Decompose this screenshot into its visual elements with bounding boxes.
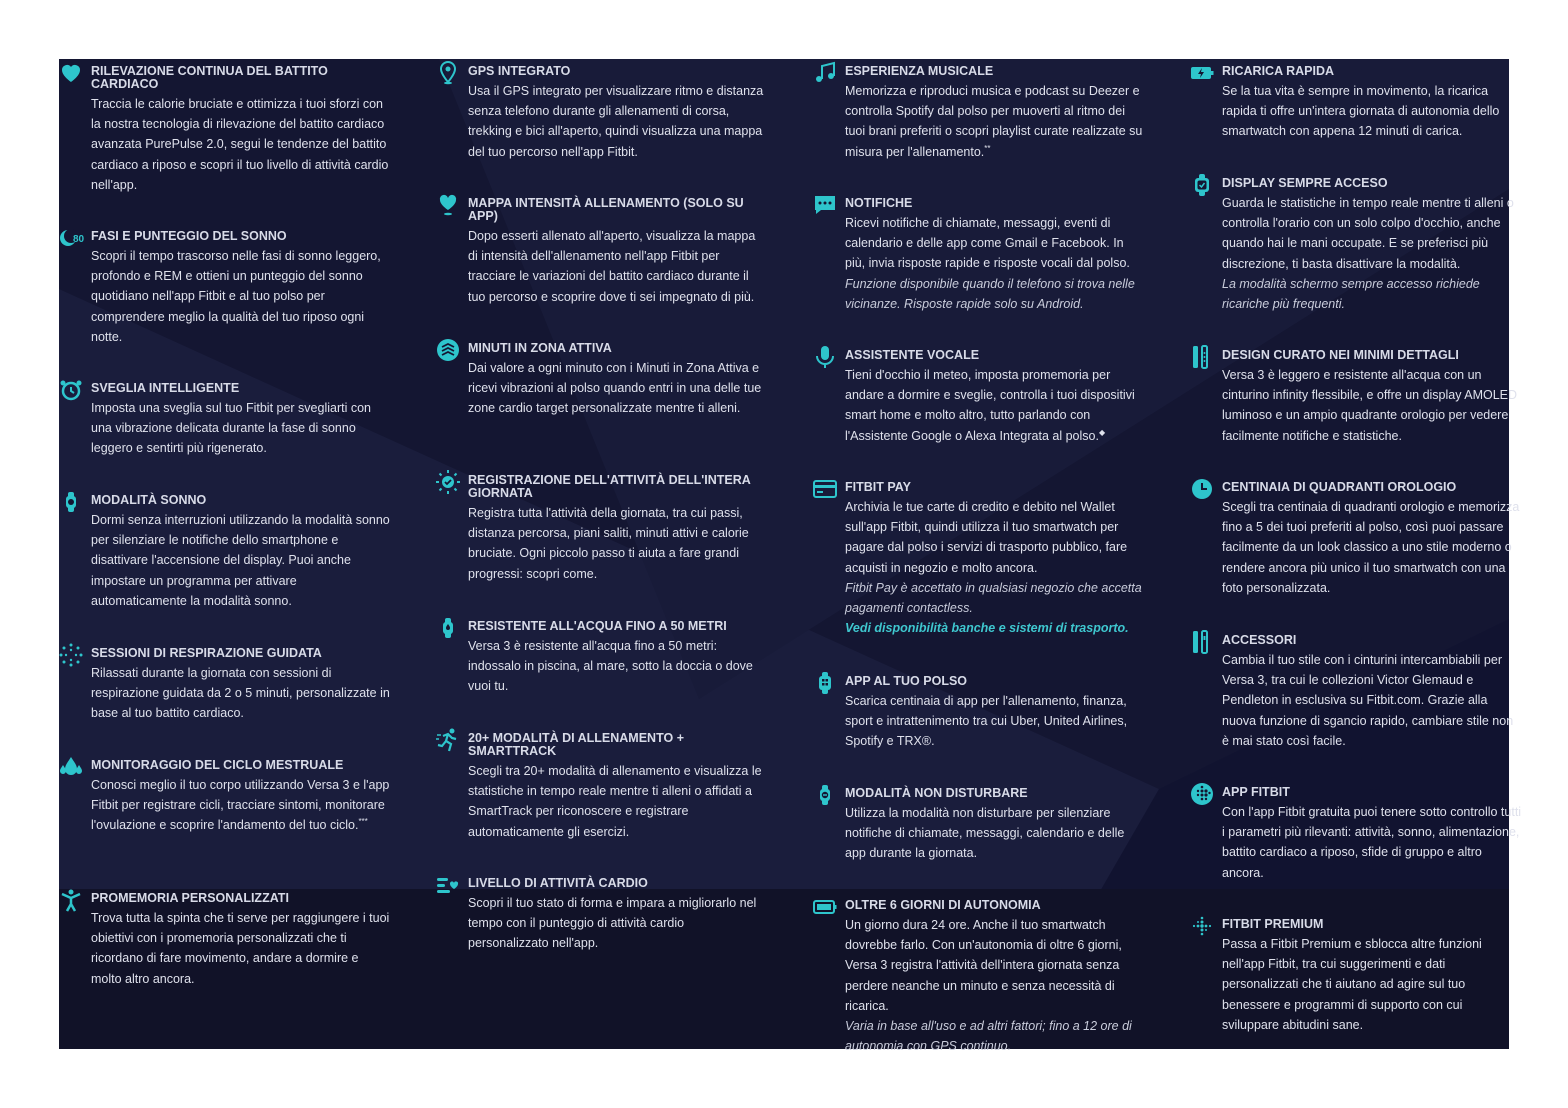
feature-title: RILEVAZIONE CONTINUA DEL BATTITO CARDIACO <box>91 64 328 91</box>
feature-body: Utilizza la modalità non disturbare per silenziare notifiche di chiamate, messaggi, calendario e delle app durante la giornata. <box>845 806 1125 861</box>
heart-icon <box>59 61 83 85</box>
feature-body: Scopri il tuo stato di forma e impara a migliorarlo nel tempo con il punteggio di attività cardio personalizzato nell'app. <box>468 896 757 951</box>
fitbit-app-icon <box>1190 782 1214 806</box>
location-pin-icon <box>436 61 460 85</box>
feature-title: MONITORAGGIO DEL CICLO MESTRUALE <box>91 758 344 772</box>
feature-body: Con l'app Fitbit gratuita puoi tenere sotto controllo tutti i parametri più rilevanti: attività, sonno, alimentazione, battito cardiaco a riposo, sfide di gruppo e altro ancora. <box>1222 805 1522 880</box>
watch-moon-icon <box>59 490 83 514</box>
feature-title: ESPERIENZA MUSICALE <box>845 64 994 78</box>
cardio-level-icon <box>436 873 460 897</box>
feature-title: ASSISTENTE VOCALE <box>845 348 980 362</box>
feature-body: Scegli tra centinaia di quadranti orologio e memorizza fino a 5 dei tuoi preferiti al polso, così puoi passare facilmente da un look classico a uno stile moderno o rendere ancora più unico il tuo smartwatch con una foto personalizzata. <box>1222 500 1520 595</box>
feature-body: Scopri il tempo trascorso nelle fasi di sonno leggero, profondo e REM e ottieni un punteggio del sonno quotidiano nell'app Fitbit e al tuo polso per comprendere meglio la qualità del tuo riposo ogni notte. <box>91 249 381 344</box>
sleep-score-icon <box>59 226 83 250</box>
credit-card-icon <box>813 477 837 501</box>
music-note-icon <box>813 61 837 85</box>
feature-body: Dopo esserti allenato all'aperto, visualizza la mappa di intensità dell'allenamento nell'app Fitbit per tracciare le variazioni del battito cardiaco durante il tuo percorso e scoprire dove ti sei impegnato di più. <box>468 229 756 304</box>
breathing-dots-icon <box>59 643 83 667</box>
sun-check-icon <box>436 470 460 494</box>
feature-title: APP AL TUO POLSO <box>845 674 968 688</box>
feature-body: Dormi senza interruzioni utilizzando la modalità sonno per silenziare le notifiche dello smartphone e disattivare l'accensione del display. Puoi anche impostare un programma per attivare automaticamente la modalità sonno. <box>91 513 390 608</box>
feature-title: DISPLAY SEMPRE ACCESO <box>1222 176 1388 190</box>
features-panel <box>59 59 1522 1054</box>
feature-body: Guarda le statistiche in tempo reale mentre ti alleni o controlla l'orario con un solo colpo d'occhio, anche quando hai le mani occupate. E se preferisci più discrezione, ti basta disattivare la modalità. La modalità schermo sempre accesso richiede ricariche più frequenti. <box>1222 196 1514 312</box>
feature-title: REGISTRAZIONE DELL'ATTIVITÀ DELL'INTERA GIORNATA <box>468 473 751 500</box>
feature-title: RICARICA RAPIDA <box>1222 64 1335 78</box>
zone-waves-icon <box>436 338 460 362</box>
feature-title: 20+ MODALITÀ DI ALLENAMENTO + SMARTTRACK <box>468 731 684 758</box>
heart-pin-icon <box>436 193 460 217</box>
alarm-clock-icon <box>59 378 83 402</box>
feature-body: Dai valore a ogni minuto con i Minuti in Zona Attiva e ricevi vibrazioni al polso quando entri in una delle tue zone cardio target personalizzate mentre ti alleni. <box>468 361 762 416</box>
chat-bubble-icon <box>813 193 837 217</box>
feature-title: FASI E PUNTEGGIO DEL SONNO <box>91 229 287 243</box>
feature-title: CENTINAIA DI QUADRANTI OROLOGIO <box>1222 480 1457 494</box>
feature-body: Memorizza e riproduci musica e podcast su Deezer e controlla Spotify dal polso per muoverti al ritmo dei tuoi brani preferiti o scopri playlist curate realizzate su misura per l'allenamento.** <box>845 84 1143 159</box>
feature-body: Usa il GPS integrato per visualizzare ritmo e distanza senza telefono durante gli allenamenti di corsa, trekking e bici all'aperto, quindi visualizza una mappa del tuo percorso nell'app Fitbit. <box>468 84 764 159</box>
feature-body: Ricevi notifiche di chiamate, messaggi, eventi di calendario e delle app come Gmail e Facebook. In più, invia risposte rapide e risposte vocali dal polso. Funzione disponibile quando il telefono si trova nelle vicinanze. Risposte rapide solo su Android. <box>845 216 1135 311</box>
clock-face-icon <box>1190 477 1214 501</box>
feature-title: MAPPA INTENSITÀ ALLENAMENTO (SOLO SU APP) <box>468 196 744 223</box>
fast-charge-icon <box>1190 61 1214 85</box>
svg-text:80: 80 <box>73 234 85 245</box>
feature-title: DESIGN CURATO NEI MINIMI DETTAGLI <box>1222 348 1459 362</box>
fitbit-premium-icon <box>1190 914 1214 938</box>
feature-body: Passa a Fitbit Premium e sblocca altre funzioni nell'app Fitbit, tra cui suggerimenti e dati personalizzati che ti aiutano ad agire sul tuo benessere e programmi di supporto con cui sviluppare abitudini sane. <box>1222 937 1482 1032</box>
feature-body: Trova tutta la spinta che ti serve per raggiungere i tuoi obiettivi con i promemoria personalizzati che ti ricordano di fare movimento, andare a dormire e molto altro ancora. <box>91 911 390 986</box>
feature-body: Imposta una sveglia sul tuo Fitbit per svegliarti con una vibrazione delicata durante la fase di sonno leggero e sentirti più rigenerato. <box>91 401 371 456</box>
feature-title: SESSIONI DI RESPIRAZIONE GUIDATA <box>91 646 322 660</box>
feature-body: Un giorno dura 24 ore. Anche il tuo smartwatch dovrebbe farlo. Con un'autonomia di oltre 6 giorni, Versa 3 registra l'attività dell'intera giornata senza perdere neanche un minuto e senza necessità di ricarica. Varia in base all'uso e ad altri fattori; fino a 12 ore di autonomia con GPS continuo. <box>845 918 1132 1054</box>
feature-body: Versa 3 è resistente all'acqua fino a 50 metri: indossalo in piscina, al mare, sotto la doccia o dove vuoi tu. <box>468 639 753 694</box>
watch-apps-icon <box>813 671 837 695</box>
feature-title: MINUTI IN ZONA ATTIVA <box>468 341 612 355</box>
feature-body: Tieni d'occhio il meteo, imposta promemoria per andare a dormire e sveglie, controlla i tuoi dispositivi smart home e molto altro, tutto parlando con l'Assistente Google o Alexa Integrata al polso.◆ <box>845 368 1135 443</box>
feature-title: LIVELLO DI ATTIVITÀ CARDIO <box>468 876 648 890</box>
drops-icon <box>59 755 83 779</box>
feature-title: APP FITBIT <box>1222 785 1290 799</box>
watch-drop-icon <box>436 616 460 640</box>
feature-title: RESISTENTE ALL'ACQUA FINO A 50 METRI <box>468 619 727 633</box>
feature-title: MODALITÀ SONNO <box>91 493 207 507</box>
feature-body: Scegli tra 20+ modalità di allenamento e visualizza le statistiche in tempo reale mentre ti alleni o affidati a SmartTrack per riconoscere e registrare automaticamente gli esercizi. <box>468 764 762 839</box>
feature-title: MODALITÀ NON DISTURBARE <box>845 786 1028 800</box>
runner-icon <box>436 728 460 752</box>
feature-body: Versa 3 è leggero e resistente all'acqua con un cinturino infinity flessibile, e offre un display AMOLED luminoso e un ampio quadrante orologio per vedere facilmente notifiche e statistiche. <box>1222 368 1518 443</box>
feature-title: ACCESSORI <box>1222 633 1297 647</box>
feature-body: Scarica centinaia di app per l'allenamento, finanza, sport e intrattenimento tra cui Uber, United Airlines, Spotify e TRX®. <box>845 694 1128 749</box>
watch-display-icon <box>1190 173 1214 197</box>
feature-title: GPS INTEGRATO <box>468 64 571 78</box>
feature-title: PROMEMORIA PERSONALIZZATI <box>91 891 289 905</box>
feature-body: Registra tutta l'attività della giornata, tra cui passi, distanza percorsa, piani saliti, minuti attivi e calorie bruciate. Ogni piccolo passo ti aiuta a fare grandi progressi: scopri come. <box>468 506 749 581</box>
band-accessory-icon <box>1190 630 1214 654</box>
microphone-icon <box>813 345 837 369</box>
watch-dnd-icon <box>813 783 837 807</box>
feature-body: Rilassati durante la giornata con sessioni di respirazione guidata da 2 o 5 minuti, personalizzate in base al tuo battito cardiaco. <box>91 666 390 721</box>
feature-body: Conosci meglio il tuo corpo utilizzando Versa 3 e l'app Fitbit per registrare cicli, tracciare sintomi, monitorare l'ovulazione e scoprire l'andamento del tuo ciclo.*** <box>91 778 390 833</box>
battery-icon <box>813 895 837 919</box>
person-arms-up-icon <box>59 888 83 912</box>
feature-title: FITBIT PREMIUM <box>1222 917 1324 931</box>
bank-availability-link[interactable]: Vedi disponibilità banche e sistemi di trasporto. <box>845 621 1129 636</box>
feature-body: Archivia le tue carte di credito e debito nel Wallet sull'app Fitbit, quindi utilizza il tuo smartwatch per pagare dal polso i servizi di trasporto pubblico, fare acquisti in negozio e molto ancora. Fitbit Pay è accettato in qualsiasi negozio che accetta pagamenti contactless. Vedi disponibilità banche e sistemi di trasporto. <box>845 497 1145 638</box>
feature-title: OLTRE 6 GIORNI DI AUTONOMIA <box>845 898 1041 912</box>
feature-body: Cambia il tuo stile con i cinturini intercambiabili per Versa 3, tra cui le collezioni Victor Glemaud e Pendleton in esclusiva su Fitbit.com. Grazie alla nuova funzione di sgancio rapido, cambiare stile non è mai stato così facile. <box>1222 653 1514 748</box>
watch-band-icon <box>1190 345 1214 369</box>
feature-body: Traccia le calorie bruciate e ottimizza i tuoi sforzi con la nostra tecnologia di rilevazione del battito cardiaco avanzata PurePulse 2.0, segui le tendenze del battito cardiaco a riposo e scopri il tuo livello di attività cardio nell'app. <box>91 97 389 192</box>
feature-title: NOTIFICHE <box>845 196 913 210</box>
feature-body: Se la tua vita è sempre in movimento, la ricarica rapida ti offre un'intera giornata di autonomia dello smartwatch con appena 12 minuti di carica. <box>1222 84 1500 139</box>
feature-title: FITBIT PAY <box>845 480 911 494</box>
feature-title: SVEGLIA INTELLIGENTE <box>91 381 240 395</box>
